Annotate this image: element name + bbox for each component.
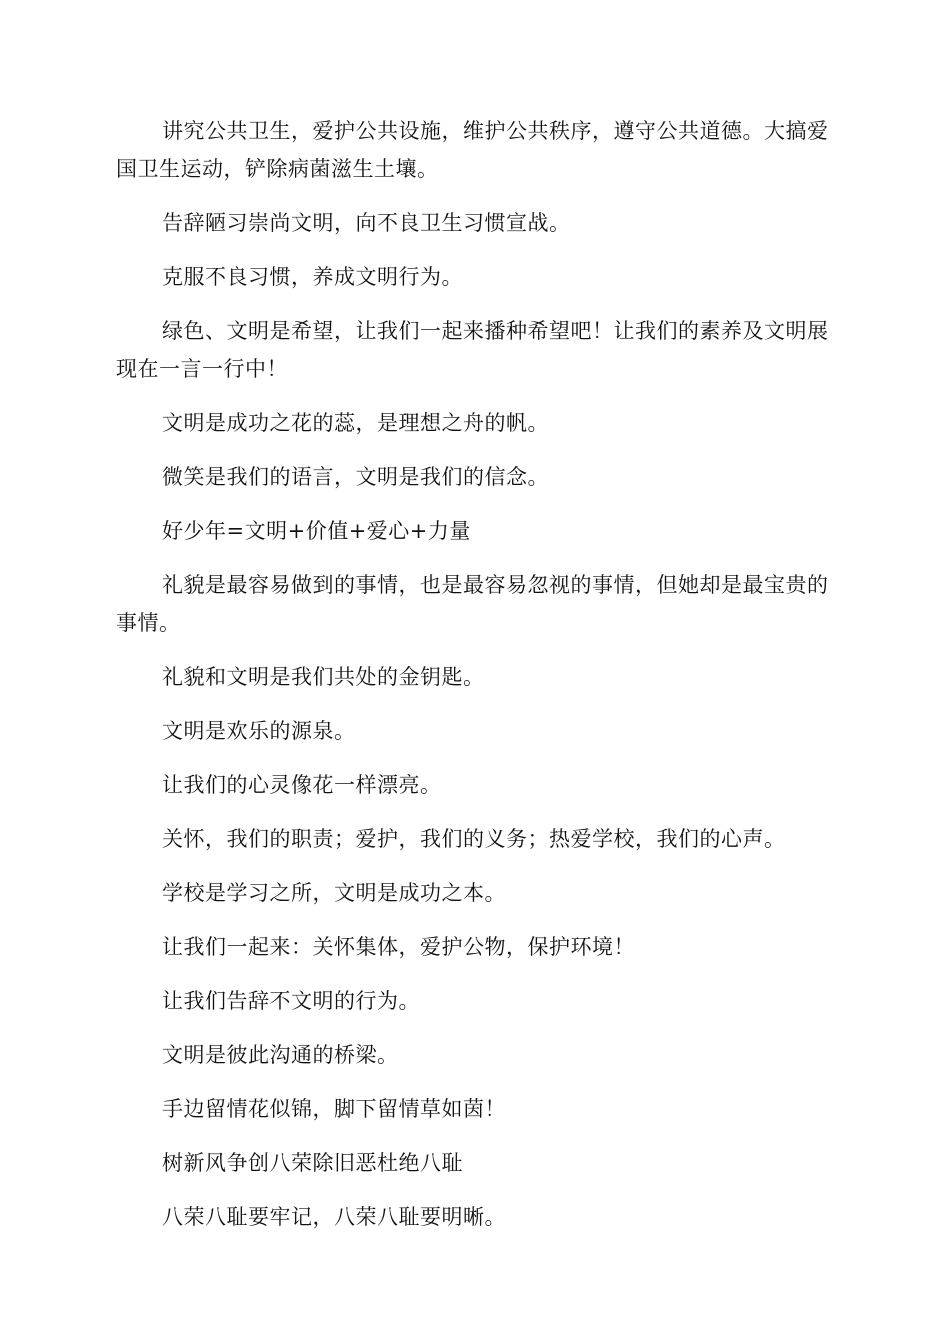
paragraph: 讲究公共卫生，爱护公共设施，维护公共秩序，遵守公共道德。大搞爱国卫生运动，铲除病菌滋生土壤。 xyxy=(116,119,829,181)
paragraph: 绿色、文明是希望，让我们一起来播种希望吧！让我们的素养及文明展现在一言一行中！ xyxy=(116,319,829,381)
paragraph: 文明是欢乐的源泉。 xyxy=(162,719,356,743)
paragraph: 手边留情花似锦，脚下留情草如茵！ xyxy=(162,1097,506,1121)
paragraph: 告辞陋习崇尚文明，向不良卫生习惯宣战。 xyxy=(162,211,571,235)
paragraph: 让我们的心灵像花一样漂亮。 xyxy=(162,773,442,797)
paragraph: 八荣八耻要牢记，八荣八耻要明晰。 xyxy=(162,1205,506,1229)
paragraph: 树新风争创八荣除旧恶杜绝八耻 xyxy=(162,1151,463,1175)
paragraph: 好少年=文明+价值+爱心+力量 xyxy=(162,519,471,543)
paragraph: 关怀，我们的职责；爱护，我们的义务；热爱学校，我们的心声。 xyxy=(162,827,786,851)
paragraph: 让我们一起来：关怀集体，爱护公物，保护环境！ xyxy=(162,935,635,959)
paragraph: 文明是成功之花的蕊，是理想之舟的帆。 xyxy=(162,411,549,435)
paragraph: 微笑是我们的语言，文明是我们的信念。 xyxy=(162,465,549,489)
paragraph: 礼貌和文明是我们共处的金钥匙。 xyxy=(162,665,485,689)
paragraph: 克服不良习惯，养成文明行为。 xyxy=(162,265,463,289)
paragraph: 礼貌是最容易做到的事情，也是最容易忽视的事情，但她却是最宝贵的事情。 xyxy=(116,573,829,635)
paragraph: 学校是学习之所，文明是成功之本。 xyxy=(162,881,506,905)
paragraph: 文明是彼此沟通的桥梁。 xyxy=(162,1043,399,1067)
paragraph: 让我们告辞不文明的行为。 xyxy=(162,989,420,1013)
